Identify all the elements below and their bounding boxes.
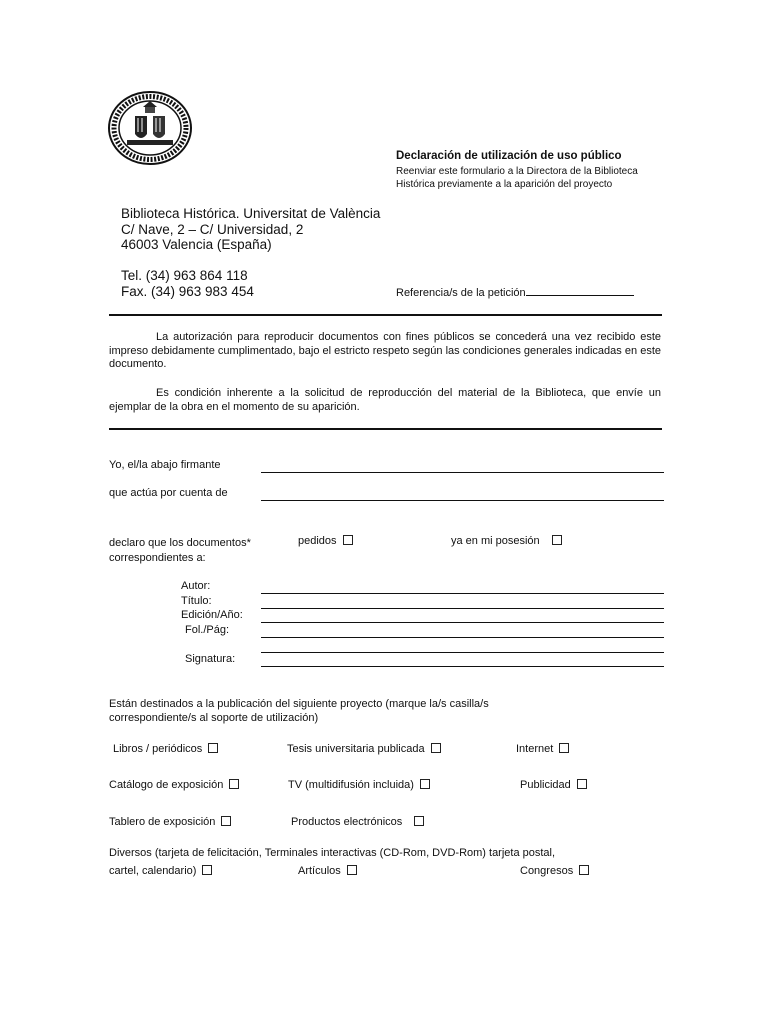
pedidos-checkbox[interactable] <box>343 535 353 545</box>
option-tesis <box>287 743 441 755</box>
divider-bottom <box>109 428 662 430</box>
university-seal <box>107 90 193 166</box>
tv-checkbox[interactable] <box>420 779 430 789</box>
tablero-label: Tablero de exposición <box>109 816 216 828</box>
option-libros <box>113 743 218 755</box>
option-tv <box>288 779 430 791</box>
titulo-input-line[interactable] <box>261 608 664 609</box>
autor-input-line[interactable] <box>261 593 664 594</box>
tablero-checkbox[interactable] <box>221 816 231 826</box>
reference-input-line[interactable] <box>526 285 634 296</box>
library-address <box>121 206 380 253</box>
productos-label: Productos electrónicos <box>291 816 403 828</box>
diversos-checkbox[interactable] <box>202 865 212 875</box>
edicion-label: Edición/Año: <box>181 609 243 621</box>
publicidad-label: Publicidad <box>520 779 571 791</box>
fol-input-line[interactable] <box>261 637 664 638</box>
option-productos <box>291 816 424 828</box>
contact-numbers <box>121 268 254 299</box>
option-catalogo <box>109 779 239 791</box>
posesion-checkbox[interactable] <box>552 535 562 545</box>
option-internet <box>516 743 569 755</box>
pedidos-option <box>298 535 353 547</box>
destinados-line-2: correspondiente/s al soporte de utilización) <box>109 712 319 724</box>
congresos-label: Congresos <box>520 865 574 877</box>
divider-top <box>109 314 662 316</box>
firmante-input-line[interactable] <box>261 472 664 473</box>
tv-label: TV (multidifusión incluida) <box>288 779 414 791</box>
address-line-1: Biblioteca Histórica. Universitat de València <box>121 206 381 221</box>
tesis-label: Tesis universitaria publicada <box>287 743 425 755</box>
posesion-label: ya en mi posesión <box>451 535 540 547</box>
instructions-line-2: Histórica previamente a la aparición del proyecto <box>396 179 613 190</box>
destinados-line-1: Están destinados a la publicación del siguiente proyecto (marque la/s casilla/s <box>109 698 489 710</box>
signatura-input-line[interactable] <box>261 666 664 667</box>
libros-label: Libros / periódicos <box>113 743 203 755</box>
authorization-paragraph <box>109 331 661 372</box>
fol-label: Fol./Pág: <box>185 624 230 636</box>
autor-label: Autor: <box>181 580 211 592</box>
address-line-2: C/ Nave, 2 – C/ Universidad, 2 <box>121 221 304 237</box>
condition-text: Es condición inherente a la solicitud de reproducción del material de la Biblioteca, que envíe un ejemplar de la obra en el momento de su aparición. <box>109 387 661 413</box>
libros-checkbox[interactable] <box>208 743 218 753</box>
signatura-label: Signatura: <box>185 653 236 665</box>
option-tablero <box>109 816 231 828</box>
option-congresos <box>520 865 589 877</box>
titulo-label: Título: <box>181 595 212 607</box>
diversos-label: cartel, calendario) <box>109 865 197 877</box>
telephone: Tel. (34) 963 864 118 <box>121 268 248 283</box>
pedidos-label: pedidos <box>298 535 337 547</box>
form-title: Declaración de utilización de uso público <box>396 150 622 162</box>
diversos-line-1: Diversos (tarjeta de felicitación, Terminales interactivas (CD-Rom, DVD-Rom) tarjeta postal, <box>109 847 556 859</box>
form-instructions <box>396 165 696 191</box>
posesion-option <box>451 535 562 547</box>
destinados-instructions <box>109 697 489 725</box>
declaro-line-1: declaro que los documentos* <box>109 537 251 549</box>
internet-checkbox[interactable] <box>559 743 569 753</box>
edicion-input-line[interactable] <box>261 622 664 623</box>
cuenta-label: que actúa por cuenta de <box>109 487 228 499</box>
declaro-label <box>109 536 251 566</box>
internet-label: Internet <box>516 743 554 755</box>
reference-label: Referencia/s de la petición <box>396 287 526 299</box>
instructions-line-1: Reenviar este formulario a la Directora de la Biblioteca <box>396 166 638 177</box>
fax: Fax. (34) 963 983 454 <box>121 283 254 299</box>
condition-paragraph <box>109 387 661 414</box>
articulos-checkbox[interactable] <box>347 865 357 875</box>
option-publicidad <box>520 779 587 791</box>
productos-checkbox[interactable] <box>414 816 424 826</box>
catalogo-label: Catálogo de exposición <box>109 779 224 791</box>
cuenta-input-line[interactable] <box>261 500 664 501</box>
option-articulos <box>298 865 357 877</box>
publicidad-checkbox[interactable] <box>577 779 587 789</box>
declaro-line-2: correspondientes a: <box>109 552 206 564</box>
address-line-3: 46003 Valencia (España) <box>121 237 272 252</box>
articulos-label: Artículos <box>298 865 341 877</box>
option-diversos <box>109 865 212 877</box>
reference-field <box>396 285 634 299</box>
firmante-label: Yo, el/la abajo firmante <box>109 459 221 471</box>
authorization-text: La autorización para reproducir documentos con fines públicos se concederá una vez recibido este impreso debidamente cumplimentado, bajo el estricto respeto según las condiciones generales indicadas en este documento. <box>109 331 661 370</box>
congresos-checkbox[interactable] <box>579 865 589 875</box>
tesis-checkbox[interactable] <box>431 743 441 753</box>
extra-input-line[interactable] <box>261 652 664 653</box>
catalogo-checkbox[interactable] <box>229 779 239 789</box>
